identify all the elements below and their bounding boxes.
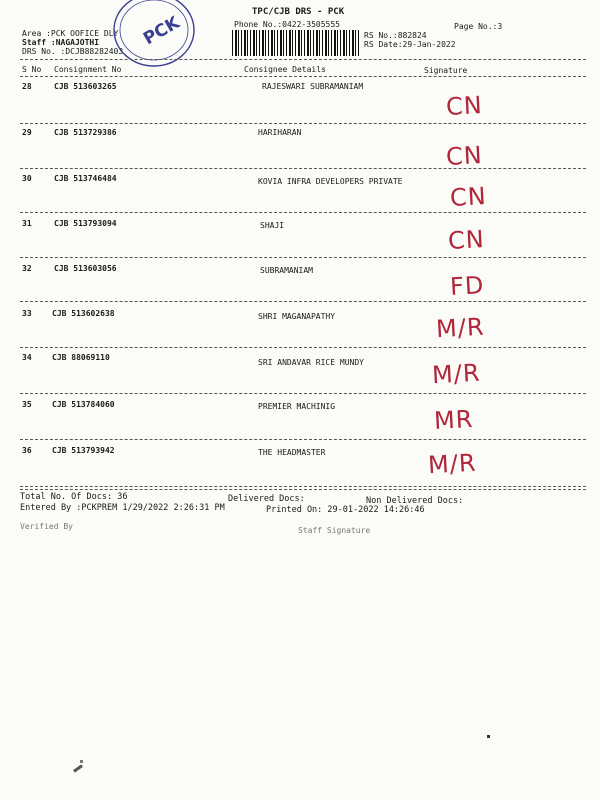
row-sno: 29 <box>22 128 32 137</box>
row-consignment: CJB 513603056 <box>54 264 117 273</box>
row-divider <box>20 257 586 258</box>
row-consignee: SHAJI <box>260 221 285 230</box>
row-signature: M/R <box>427 448 478 480</box>
row-divider <box>20 212 586 213</box>
row-consignee: SHRI MAGANAPATHY <box>258 312 336 321</box>
stamp-text: PCK <box>140 12 184 50</box>
row-divider <box>20 347 586 348</box>
col-consignee: Consignee Details <box>244 65 326 74</box>
row-sno: 30 <box>22 174 32 183</box>
row-consignee: PREMIER MACHINIG <box>258 402 336 411</box>
document-title: TPC/CJB DRS - PCK <box>252 7 345 17</box>
barcode <box>232 30 360 56</box>
row-divider <box>20 301 586 302</box>
row-consignee: THE HEADMASTER <box>258 448 326 457</box>
scan-mark <box>487 735 490 738</box>
delivered-docs: Delivered Docs: <box>228 494 305 504</box>
row-sno: 35 <box>22 400 32 409</box>
row-signature: CN <box>445 141 484 171</box>
row-consignee: KOVIA INFRA DEVELOPERS PRIVATE <box>258 177 403 186</box>
row-consignee: SRI ANDAVAR RICE MUNDY <box>258 358 364 367</box>
row-consignee: SUBRAMANIAM <box>260 266 313 275</box>
scan-mark <box>80 760 83 763</box>
row-signature: FD <box>449 271 486 301</box>
row-consignment: CJB 513793094 <box>54 219 117 228</box>
row-divider <box>20 123 586 124</box>
row-divider <box>20 439 586 440</box>
row-sno: 36 <box>22 446 32 455</box>
row-divider <box>20 168 586 169</box>
col-signature: Signature <box>424 66 468 75</box>
verified-by: Verified By <box>20 522 73 531</box>
row-divider <box>20 486 586 487</box>
row-consignment: CJB 513602638 <box>52 309 115 318</box>
row-sno: 32 <box>22 264 32 273</box>
row-signature: CN <box>445 91 484 121</box>
page-number: Page No.:3 <box>454 22 503 31</box>
row-consignment: CJB 513729386 <box>54 128 117 137</box>
row-signature: M/R <box>435 312 486 344</box>
row-sno: 33 <box>22 309 32 318</box>
row-divider <box>20 393 586 394</box>
header-divider <box>20 59 586 60</box>
table-end-divider <box>20 489 586 490</box>
total-docs: Total No. Of Docs: 36 <box>20 492 128 502</box>
staff-label: Staff :NAGAJOTHI <box>22 38 100 47</box>
row-signature: M/R <box>431 358 482 390</box>
rs-date: RS Date:29-Jan-2022 <box>364 40 456 49</box>
row-sno: 28 <box>22 82 32 91</box>
non-delivered-docs: Non Delivered Docs: <box>366 496 464 506</box>
row-consignment: CJB 513784060 <box>52 400 115 409</box>
phone-number: Phone No.:0422-3505555 <box>234 20 340 29</box>
drs-number: DRS No. :DCJB88282403 <box>22 47 124 56</box>
row-consignment: CJB 88069110 <box>52 353 110 362</box>
row-sno: 31 <box>22 219 32 228</box>
row-consignee: RAJESWARI SUBRAMANIAM <box>262 82 364 91</box>
entered-by: Entered By :PCKPREM 1/29/2022 2:26:31 PM <box>20 503 225 513</box>
row-consignment: CJB 513603265 <box>54 82 117 91</box>
row-consignment: CJB 513793942 <box>52 446 115 455</box>
row-consignment: CJB 513746484 <box>54 174 117 183</box>
col-consignment: Consignment No <box>54 65 122 74</box>
column-divider <box>20 76 586 77</box>
row-signature: MR <box>433 404 475 436</box>
rs-number: RS No.:882824 <box>364 31 427 40</box>
row-sno: 34 <box>22 353 32 362</box>
scan-mark <box>73 764 83 772</box>
area-label: Area :PCK OOFICE DLY <box>22 29 119 38</box>
row-signature: CN <box>447 225 486 255</box>
row-consignee: HARIHARAN <box>258 128 302 137</box>
printed-on: Printed On: 29-01-2022 14:26:46 <box>266 505 425 515</box>
col-s-no: S No <box>22 65 42 74</box>
staff-signature: Staff Signature <box>298 526 371 535</box>
row-signature: CN <box>449 182 488 212</box>
